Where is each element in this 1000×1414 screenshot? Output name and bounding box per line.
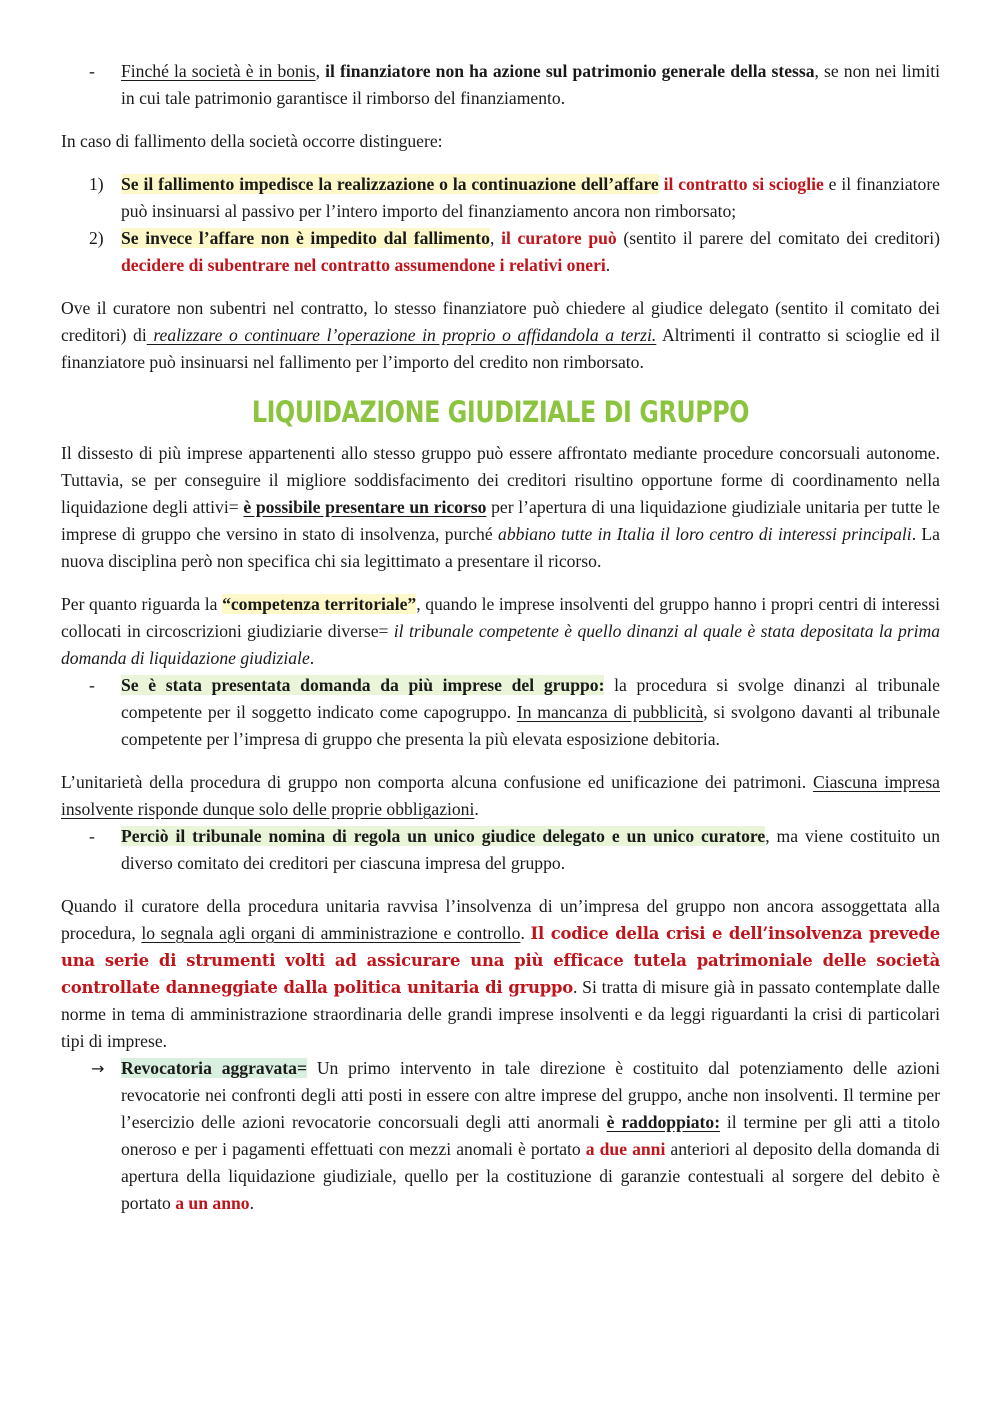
- arrow-item-revocatoria: [61, 1055, 940, 1217]
- text: ,: [315, 61, 326, 81]
- text-highlighted: Perciò il tribunale nomina di regola un unico giudice delegato e un unico curatore: [121, 826, 766, 846]
- text-red: decidere di subentrare nel contratto assumendone i relativi oneri: [121, 255, 606, 275]
- numbered-list: [61, 171, 940, 279]
- text-bold-underlined: è possibile presentare un ricorso: [243, 497, 487, 517]
- bullet-marker: -: [89, 675, 95, 695]
- text-underlined: lo segnala agli organi di amministrazione e controllo: [141, 923, 521, 943]
- text: L’unitarietà della procedura di gruppo non comporta alcuna confusione ed unificazione dei patrimoni.: [61, 772, 813, 792]
- text: Altrimenti il contratto si scioglie ed il finanziatore può insinuarsi nel fallimento per l’importo del credito non rimborsato.: [61, 325, 940, 372]
- bullet-bonis: [61, 58, 940, 112]
- list-item-1: [61, 171, 940, 225]
- text: .: [249, 1193, 254, 1213]
- text: Quando il curatore della procedura unitaria ravvisa l’insolvenza di un’impresa del gruppo non ancora assoggettata alla procedura,: [61, 896, 940, 943]
- text-bold-underlined: è raddoppiato:: [606, 1112, 721, 1132]
- text: .: [520, 923, 531, 943]
- text: .: [605, 255, 611, 275]
- text-red: il contratto si scioglie: [663, 174, 824, 194]
- text-underlined: Ciascuna impresa insolvente risponde dunque solo delle proprie obbligazioni: [61, 772, 940, 819]
- text: , ma viene costituito un diverso comitato dei creditori per ciascuna impresa del gruppo.: [121, 826, 940, 873]
- text-italic: abbiano tutte in Italia il loro centro di interessi principali: [498, 524, 912, 544]
- text-highlighted: Se il fallimento impedisce la realizzazione o la continuazione dell’affare: [121, 174, 659, 194]
- text-highlighted: “competenza territoriale”: [222, 594, 417, 614]
- arrow-right-icon: →: [91, 1059, 105, 1078]
- text-highlighted: Revocatoria aggravata=: [121, 1058, 307, 1078]
- text: Un primo intervento in tale direzione è costituito dal potenziamento delle azioni revocatorie nei confronti degli atti posti in essere con altre imprese del gruppo, anche non insolventi. Il termine per l’esercizio delle azioni revocatorie concorsuali degli atti anormali: [121, 1058, 940, 1132]
- text: .: [474, 799, 479, 819]
- text-underlined: Finché la società è in bonis: [121, 61, 316, 81]
- text: Per quanto riguarda la: [61, 594, 223, 614]
- text: la procedura si svolge dinanzi al tribunale competente per il soggetto indicato come capogruppo.: [121, 675, 940, 722]
- text-red: a due anni: [585, 1139, 666, 1159]
- text: , quando le imprese insolventi del gruppo hanno i propri centri di interessi collocati in circoscrizioni giudiziarie diverse=: [61, 594, 940, 641]
- text: , se non nei limiti in cui tale patrimonio garantisce il rimborso del finanziamento.: [121, 61, 941, 108]
- list-number: 1): [89, 174, 104, 194]
- text-bold: il finanziatore non ha azione sul patrimonio generale della stessa: [325, 61, 815, 81]
- bullet-domanda: [61, 672, 940, 753]
- paragraph-competenza: [61, 591, 940, 672]
- section-heading: LIQUIDAZIONE GIUDIZIALE DI GRUPPO: [251, 395, 750, 429]
- text-red: il curatore può: [501, 228, 617, 248]
- bullet-tribunale: [61, 823, 940, 877]
- text-italic: il tribunale competente è quello dinanzi al quale è stata depositata la prima domanda di liquidazione giudiziale: [61, 621, 941, 668]
- text-highlighted: Se invece l’affare non è impedito dal fallimento: [121, 228, 490, 248]
- text-red: a un anno: [175, 1193, 250, 1213]
- text: .: [309, 648, 315, 668]
- text: (sentito il parere del comitato dei creditori): [616, 228, 941, 248]
- paragraph-dissesto: [61, 440, 940, 575]
- text: per l’apertura di una liquidazione giudiziale unitaria per tutte le imprese di gruppo che versino in stato di insolvenza, purché: [61, 497, 940, 544]
- text: . Si tratta di misure già in passato contemplate dalle norme in tema di amministrazione straordinaria delle grandi imprese insolventi e da leggi riguardanti la crisi di particolari tipi di imprese.: [61, 977, 940, 1051]
- text: Ove il curatore non subentri nel contratto, lo stesso finanziatore può chiedere al giudice delegato (sentito il comitato dei creditori) di: [61, 298, 940, 345]
- text: ,: [489, 228, 502, 248]
- paragraph-codice-crisi: [61, 893, 940, 1055]
- paragraph-unitarieta: [61, 769, 940, 823]
- text: Il dissesto di più imprese appartenenti allo stesso gruppo può essere affrontato mediante procedure concorsuali autonome. Tuttavia, se per conseguire il migliore soddisfacimento dei creditori risultino opportune forme di coordinamento nella liquidazione degli attivi=: [61, 443, 940, 517]
- text: anteriori al deposito della domanda di apertura della liquidazione giudiziale, quello per la costituzione di garanzie contestuali al sorgere del debito è portato: [121, 1139, 940, 1213]
- list-item-2: [61, 225, 940, 279]
- text: il termine per gli atti a titolo oneroso e per i pagamenti effettuati con mezzi anomali è portato: [121, 1112, 940, 1159]
- document-page: [61, 58, 940, 1217]
- text: e il finanziatore può insinuarsi al passivo per l’intero importo del finanziamento ancora non rimborsato;: [121, 174, 940, 221]
- text-highlighted: Se è stata presentata domanda da più imprese del gruppo:: [121, 675, 605, 695]
- text-italic-underlined: realizzare o continuare l’operazione in proprio o affidandola a terzi.: [146, 325, 657, 345]
- text-underlined: In mancanza di pubblicità: [516, 702, 704, 722]
- list-number: 2): [89, 228, 104, 248]
- text: . La nuova disciplina però non specifica chi sia legittimato a presentare il ricorso.: [61, 524, 940, 571]
- text: , si svolgono davanti al tribunale competente per l’impresa di gruppo che presenta la più elevata esposizione debitoria.: [121, 702, 941, 749]
- paragraph-curatore: [61, 295, 940, 376]
- bullet-marker: -: [89, 826, 95, 846]
- bullet-marker: -: [89, 61, 95, 81]
- paragraph-fallimento-intro: In caso di fallimento della società occorre distinguere:: [61, 131, 443, 151]
- text-red-bold: Il codice della crisi e dell’insolvenza prevede una serie di strumenti volti ad assicurare una più efficace tutela patrimoniale delle società controllate danneggiate dalla politica unitaria di gruppo: [61, 924, 941, 997]
